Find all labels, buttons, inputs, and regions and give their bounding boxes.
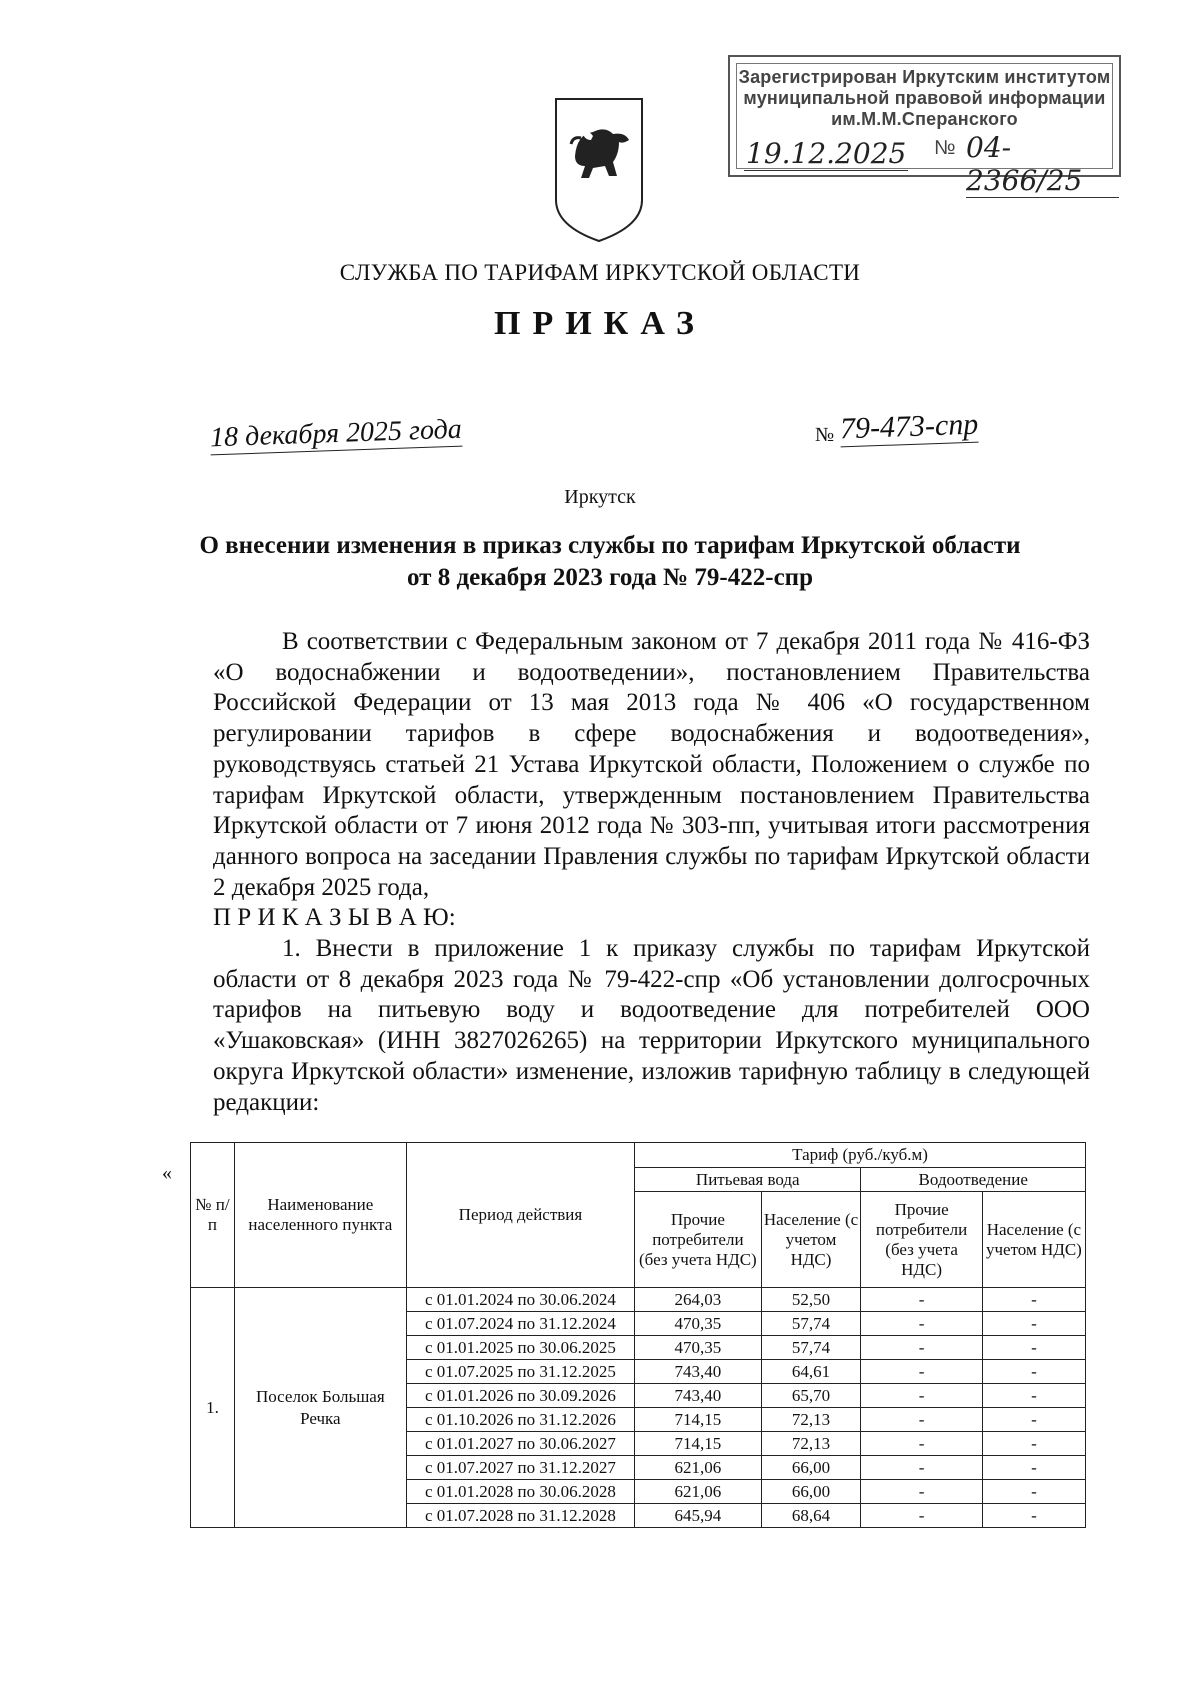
water-other-cell: 714,15	[635, 1408, 762, 1432]
water-pop-cell: 68,64	[761, 1504, 861, 1528]
document-type: ПРИКАЗ	[494, 305, 706, 342]
settlement-name: Поселок Большая Речка	[234, 1288, 406, 1528]
order-number-label: №	[815, 424, 835, 446]
stamp-line-2: муниципальной правовой информации	[743, 88, 1106, 108]
water-pop-cell: 66,00	[761, 1456, 861, 1480]
drain-pop-cell: -	[982, 1456, 1085, 1480]
water-pop-cell: 52,50	[761, 1288, 861, 1312]
stamp-date-value: 19.12.2025	[746, 137, 907, 170]
water-other-cell: 621,06	[635, 1456, 762, 1480]
water-other-cell: 264,03	[635, 1288, 762, 1312]
drain-other-cell: -	[861, 1408, 982, 1432]
period-cell: с 01.07.2027 по 31.12.2027	[406, 1456, 634, 1480]
water-pop-cell: 57,74	[761, 1312, 861, 1336]
city: Иркутск	[564, 486, 636, 508]
drain-other-cell: -	[861, 1384, 982, 1408]
body-text	[213, 627, 1090, 1118]
period-cell: с 01.07.2028 по 31.12.2028	[406, 1504, 634, 1528]
header-drain-other: Прочие потребители (без учета НДС)	[861, 1192, 982, 1288]
drain-other-cell: -	[861, 1480, 982, 1504]
service-name: СЛУЖБА ПО ТАРИФАМ ИРКУТСКОЙ ОБЛАСТИ	[339, 260, 861, 285]
title-line-2: от 8 декабря 2023 года № 79-422-спр	[407, 564, 813, 591]
order-date: 18 декабря 2025 года	[209, 413, 463, 454]
title-line-1: О внесении изменения в приказ службы по тарифам Иркутской области	[199, 532, 1021, 559]
registration-stamp	[728, 55, 1121, 197]
water-pop-cell: 64,61	[761, 1360, 861, 1384]
preamble-paragraph: В соответствии с Федеральным законом от 7 декабря 2011 года № 416-ФЗ «О водоснабжении и водоотведении», постановлением Правительства Российской Федерации от 13 мая 2013 года № 406 «О государственном регулировании тарифов в сфере водоснабжения и водоотведения», руководствуясь статьей 21 Устава Иркутской области, Положением о службе по тарифам Иркутской области, утвержденным постановлением Правительства Иркутской области от 7 июня 2012 года № 303-пп, учитывая итоги рассмотрения данного вопроса на заседании Правления службы по тарифам Иркутской области 2 декабря 2025 года,	[213, 628, 1090, 901]
header-drainage: Водоотведение	[861, 1168, 1086, 1192]
header-water-population: Население (с учетом НДС)	[761, 1192, 861, 1288]
stamp-date	[744, 137, 908, 170]
drain-other-cell: -	[861, 1288, 982, 1312]
water-pop-cell: 57,74	[761, 1336, 861, 1360]
period-cell: с 01.10.2026 по 31.12.2026	[406, 1408, 634, 1432]
period-cell: с 01.07.2024 по 31.12.2024	[406, 1312, 634, 1336]
header-tariff: Тариф (руб./куб.м)	[635, 1143, 1086, 1168]
order-number: 79-473-спр	[839, 407, 979, 446]
water-other-cell: 621,06	[635, 1480, 762, 1504]
period-cell: с 01.01.2026 по 30.09.2026	[406, 1384, 634, 1408]
header-settlement: Наименование населенного пункта	[234, 1143, 406, 1288]
drain-other-cell: -	[861, 1504, 982, 1528]
stamp-line-3: им.М.М.Сперанского	[831, 109, 1018, 129]
drain-pop-cell: -	[982, 1384, 1085, 1408]
open-quote: «	[162, 1162, 172, 1184]
water-other-cell: 645,94	[635, 1504, 762, 1528]
water-other-cell: 743,40	[635, 1384, 762, 1408]
period-cell: с 01.01.2024 по 30.06.2024	[406, 1288, 634, 1312]
drain-pop-cell: -	[982, 1504, 1085, 1528]
water-pop-cell: 72,13	[761, 1408, 861, 1432]
drain-pop-cell: -	[982, 1288, 1085, 1312]
stamp-line-1: Зарегистрирован Иркутским институтом	[738, 67, 1111, 87]
header-drinking-water: Питьевая вода	[635, 1168, 861, 1192]
water-pop-cell: 65,70	[761, 1384, 861, 1408]
water-other-cell: 470,35	[635, 1312, 762, 1336]
stamp-number-label: №	[934, 137, 956, 159]
stamp-number: 04-2366/25	[966, 131, 1119, 198]
water-other-cell: 743,40	[635, 1360, 762, 1384]
water-other-cell: 470,35	[635, 1336, 762, 1360]
tariff-table	[190, 1142, 1086, 1528]
header-water-other: Прочие потребители (без учета НДС)	[635, 1192, 762, 1288]
drain-other-cell: -	[861, 1432, 982, 1456]
period-cell: с 01.01.2028 по 30.06.2028	[406, 1480, 634, 1504]
drain-other-cell: -	[861, 1312, 982, 1336]
order-word: П Р И К А З Ы В А Ю:	[213, 904, 456, 932]
period-cell: с 01.01.2025 по 30.06.2025	[406, 1336, 634, 1360]
drain-pop-cell: -	[982, 1360, 1085, 1384]
drain-pop-cell: -	[982, 1480, 1085, 1504]
drain-pop-cell: -	[982, 1408, 1085, 1432]
period-cell: с 01.07.2025 по 31.12.2025	[406, 1360, 634, 1384]
coat-of-arms-emblem	[553, 96, 645, 244]
document-title	[150, 530, 1070, 594]
drain-other-cell: -	[861, 1336, 982, 1360]
drain-other-cell: -	[861, 1360, 982, 1384]
drain-pop-cell: -	[982, 1336, 1085, 1360]
drain-other-cell: -	[861, 1456, 982, 1480]
header-num: № п/п	[191, 1143, 235, 1288]
water-pop-cell: 72,13	[761, 1432, 861, 1456]
drain-pop-cell: -	[982, 1432, 1085, 1456]
water-pop-cell: 66,00	[761, 1480, 861, 1504]
row-number: 1.	[191, 1288, 235, 1528]
header-drain-population: Население (с учетом НДС)	[982, 1192, 1085, 1288]
period-cell: с 01.01.2027 по 30.06.2027	[406, 1432, 634, 1456]
drain-pop-cell: -	[982, 1312, 1085, 1336]
item-1-paragraph: 1. Внести в приложение 1 к приказу службы по тарифам Иркутской области от 8 декабря 2023 года № 79-422-спр «Об установлении долгосрочных тарифов на питьевую воду и водоотведение для потребителей ООО «Ушаковская» (ИНН 3827026265) на территории Иркутского муниципального округа Иркутской области» изменение, изложив тарифную таблицу в следующей редакции:	[213, 935, 1090, 1116]
water-other-cell: 714,15	[635, 1432, 762, 1456]
header-period: Период действия	[406, 1143, 634, 1288]
